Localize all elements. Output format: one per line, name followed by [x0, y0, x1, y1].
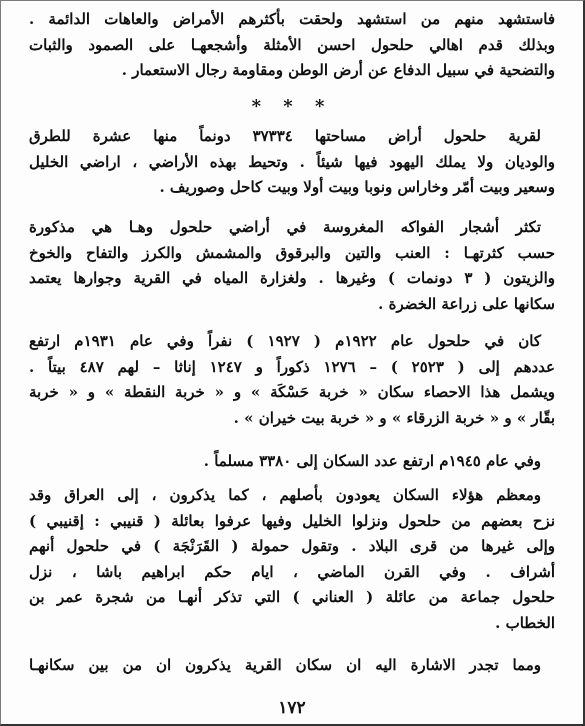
text-line: ويشمل هذا الاحصاء سكان « خربة حَسْكَة » و « خربة النقطة » و « خربة [29, 383, 555, 401]
paragraph-7 [29, 653, 555, 679]
text-line: بقّار » و « خربة الزرقاء » و « خربة بيت خيران » . [233, 408, 555, 427]
text-line: وسعير وبيت أمّر وخاراس ونوبا وبيت أولا وبيت كاحل وصوريف . [159, 178, 555, 196]
text-line: عددهم إلى ( ٢٥٢٣ ) – ١٢٧٦ ذكوراً و ١٢٤٧ إناثا – لهم ٤٨٧ بيتاً . [29, 357, 555, 376]
text-line: والزيتون ( ٣ دونمات ) وغيرها . ولغزارة المياه في القرية وجوارها يعتمد [29, 269, 555, 287]
section-separator: * * * [251, 96, 333, 117]
text-line: ومعظم هؤلاء السكان يعودون بأصلهم ، كما يذكرون ، إلى العراق وقد [29, 486, 541, 504]
paragraph-4 [29, 329, 555, 431]
document-page [29, 1, 555, 724]
text-line: الخطاب . [495, 613, 555, 632]
text-line: لقرية حلحول أراض مساحتها ٣٧٣٣٤ دونماً منها عشرة للطرق [29, 127, 542, 145]
text-line: نزح بعضهم من حلحول ونزلوا الخليل وفيها عرفوا بعائلة ( قنيبي : إقنيبي ) [29, 511, 555, 530]
paragraph-3 [29, 215, 555, 317]
paragraph-6 [29, 483, 555, 636]
text-line: وفي عام ١٩٤٥م ارتفع عدد السكان إلى ٣٣٨٠ مسلماً . [203, 452, 541, 470]
text-line: أشراف . وفي القرن الماضي ، ايام حكم ابراهيم باشا ، نزل [29, 562, 555, 581]
text-line: وإلى غيرها من قرى البلاد . وتقول حمولة ( القَرَنْجَة ) في حلحول أنهم [29, 537, 555, 555]
paragraph-5 [29, 449, 555, 475]
page-number: ١٧٢ [278, 698, 306, 718]
text-line: كان في حلحول عام ١٩٢٢م ( ١٩٢٧ ) نفراً وفي عام ١٩٣١م ارتفع [29, 332, 542, 350]
text-line: حسب كثرتهـا : العنب والتين والبرقوق والمشمش والكرز والتفاح والخوخ [29, 243, 555, 262]
text-line: فاستشهد منهم من استشهد ولحقت بأكثرهم الأمراض والعاهات الدائمة . [29, 10, 555, 28]
text-line: والتضحية في سبيل الدفاع عن أرض الوطن ومقاومة رجال الاستعمار . [121, 61, 555, 79]
paragraph-2 [29, 124, 555, 201]
text-line: والوديان ولا يملك اليهود فيها شيئاً . وتحيط بهذه الأراضي ، اراضي الخليل [29, 152, 555, 171]
text-line: ومما تجدر الاشارة اليه ان سكان القرية يذكرون ان من بين سكانهـا [29, 656, 541, 674]
paragraph-1 [29, 7, 555, 84]
text-line: وبذلك قدم اهالي حلحول احسن الأمثلة وأشجعهـا على الصمود والثبات [29, 35, 555, 54]
text-line: سكانها على زراعة الخضرة . [378, 294, 555, 313]
text-line: حلحول جماعة من عائلة ( العناني ) التي تذكر أنهـا من شجرة عمر بن [29, 588, 555, 606]
text-line: تكثر أشجار الفواكه المغروسة في أراضي حلحول وهـا هي مذكورة [29, 218, 541, 236]
